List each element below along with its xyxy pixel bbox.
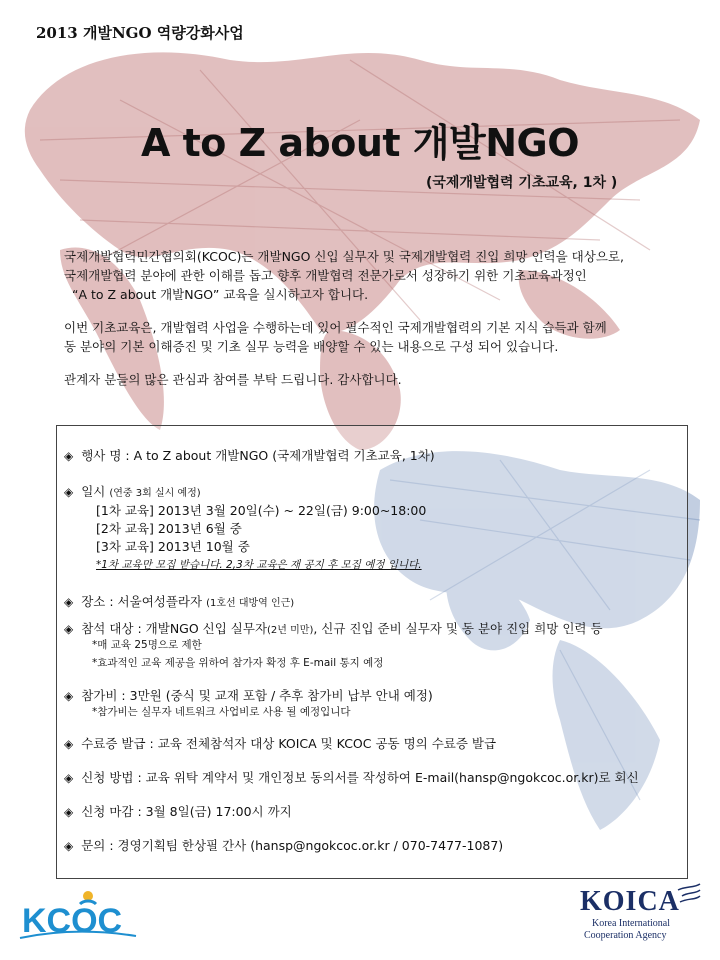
- schedule-item: [64, 482, 201, 500]
- page-title: A to Z about 개발NGO: [140, 121, 580, 165]
- recruit-note: *1차 교육만 모집 받습니다. 2,3차 교육은 재 공지 후 모집 예정 입니다.: [96, 559, 422, 571]
- intro-line: 국제개발협력민간협의회(KCOC)는 개발NGO 신입 실무자 및 국제개발협력 진입 희망 인력을 대상으로,: [64, 249, 624, 264]
- diamond-bullet-icon: ◈: [64, 485, 74, 499]
- target-item: [64, 619, 603, 637]
- certificate: 수료증 발급 : 교육 전체참석자 대상 KOICA 및 KCOC 공동 명의 수료증 발급: [81, 736, 497, 751]
- target-note-1: *매 교육 25명으로 제한: [92, 639, 202, 651]
- diamond-bullet-icon: ◈: [64, 771, 74, 785]
- certificate-item: [64, 734, 496, 752]
- contact: 문의 : 경영기획팀 한상필 간사 (hansp@ngokcoc.or.kr / 070-7477-1087): [81, 838, 504, 853]
- event-name: 행사 명 : A to Z about 개발NGO (국제개발협력 기초교육, 1차): [81, 448, 435, 463]
- koica-sub-2: Cooperation Agency: [584, 930, 667, 941]
- event-name-item: [64, 446, 435, 464]
- fee-note: *참가비는 실무자 네트워크 사업비로 사용 될 예정입니다: [92, 706, 351, 718]
- schedule-label: 일시: [81, 484, 106, 499]
- diamond-bullet-icon: ◈: [64, 805, 74, 819]
- intro-paragraph-3: [64, 370, 664, 389]
- target-note-2: *효과적인 교육 제공을 위하여 참가자 확정 후 E-mail 통지 예정: [92, 657, 384, 669]
- deadline: 신청 마감 : 3월 8일(금) 17:00시 까지: [81, 804, 292, 819]
- deadline-item: [64, 802, 292, 820]
- target-text: 참석 대상 : 개발NGO 신입 실무자: [81, 621, 268, 636]
- diamond-bullet-icon: ◈: [64, 449, 74, 463]
- target-small: (2년 미만): [267, 625, 314, 636]
- session-3: [3차 교육] 2013년 10월 중: [96, 539, 250, 554]
- diamond-bullet-icon: ◈: [64, 839, 74, 853]
- intro-paragraph-2: [64, 318, 664, 356]
- venue: 장소 : 서울여성플라자: [81, 594, 203, 609]
- venue-note: (1호선 대방역 인근): [206, 598, 295, 609]
- session-1: [1차 교육] 2013년 3월 20일(수) ~ 22일(금) 9:00~18:00: [96, 503, 427, 518]
- target-text-2: , 신규 진입 준비 실무자 및 동 분야 진입 희망 인력 등: [313, 621, 603, 636]
- session-2: [2차 교육] 2013년 6월 중: [96, 521, 242, 536]
- kcoc-logo: [18, 882, 138, 942]
- diamond-bullet-icon: ◈: [64, 622, 74, 636]
- intro-line: 관계자 분들의 많은 관심과 참여를 부탁 드립니다. 감사합니다.: [64, 372, 402, 387]
- venue-item: [64, 592, 294, 610]
- intro-paragraph-1: [64, 247, 664, 304]
- diamond-bullet-icon: ◈: [64, 595, 74, 609]
- fee: 참가비 : 3만원 (중식 및 교재 포함 / 추후 참가비 납부 안내 예정): [81, 688, 433, 703]
- program-label: 2013 개발NGO 역량강화사업: [36, 24, 244, 42]
- intro-line: 동 분야의 기본 이해증진 및 기초 실무 능력을 배양할 수 있는 내용으로 구성 되어 있습니다.: [64, 339, 559, 354]
- diamond-bullet-icon: ◈: [64, 737, 74, 751]
- apply-method: 신청 방법 : 교육 위탁 계약서 및 개인정보 동의서를 작성하여 E-mail(hansp@ngokcoc.or.kr)로 회신: [81, 770, 639, 785]
- intro-line: “A to Z about 개발NGO” 교육을 실시하고자 합니다.: [72, 287, 369, 302]
- koica-sub-1: Korea International: [592, 918, 671, 929]
- contact-item: [64, 836, 503, 854]
- diamond-bullet-icon: ◈: [64, 689, 74, 703]
- schedule-note: (연중 3회 실시 예정): [109, 488, 201, 499]
- intro-text: [64, 247, 664, 403]
- fee-item: [64, 686, 433, 704]
- kcoc-logo-text: KCOC: [22, 902, 123, 940]
- intro-line: 이번 기초교육은, 개발협력 사업을 수행하는데 있어 필수적인 국제개발협력의 기본 지식 습득과 함께: [64, 320, 607, 335]
- apply-item: [64, 768, 639, 786]
- page-subtitle: (국제개발협력 기초교육, 1차 ): [426, 175, 618, 191]
- koica-logo-text: KOICA: [580, 886, 680, 917]
- koica-logo: [578, 880, 702, 946]
- intro-line: 국제개발협력 분야에 관한 이해를 돕고 향후 개발협력 전문가로서 성장하기 위한 기초교육과정인: [64, 268, 587, 283]
